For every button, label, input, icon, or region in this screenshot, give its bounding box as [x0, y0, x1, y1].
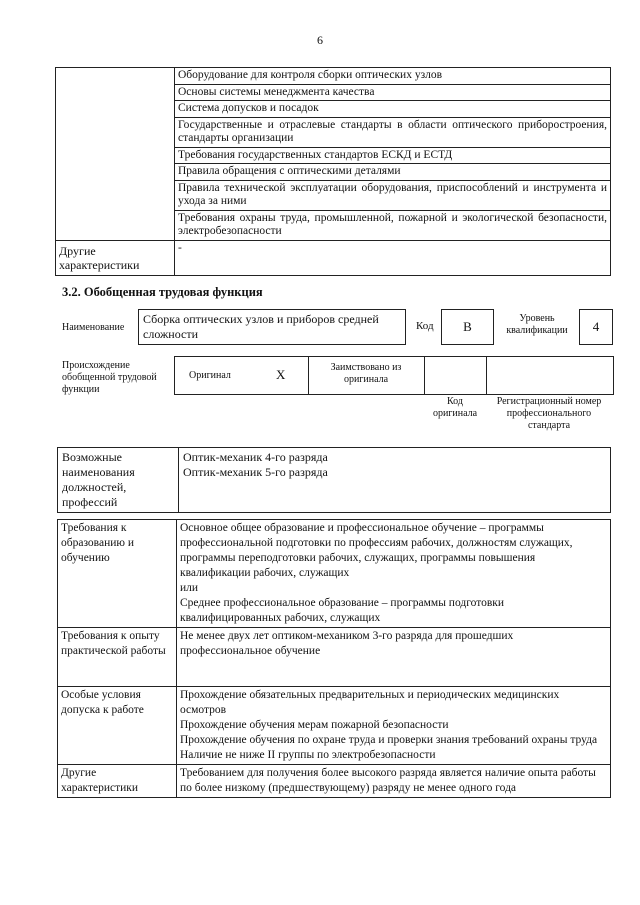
code-box: [441, 309, 494, 345]
original-mark: X: [276, 367, 286, 382]
level-box: [579, 309, 613, 345]
level-label: Уровень квалификации: [506, 313, 568, 336]
table-cell: Требования охраны труда, промышленной, пожарной и экологической безопасности, электробезопасности: [175, 210, 611, 240]
requirement-line: Прохождение обязательных предварительных и периодических медицинских осмотров: [180, 689, 560, 716]
positions-table: [57, 447, 611, 513]
position-item: Оптик-механик 5-го разряда: [183, 465, 328, 479]
table-row: [56, 68, 611, 85]
requirement-line: Наличие не ниже II группы по электробезопасности: [180, 749, 436, 761]
other-value: -: [175, 240, 611, 275]
requirement-label: Особые условия допуска к работе: [58, 687, 177, 765]
empty-label-cell: [56, 68, 175, 241]
table-cell: Правила технической эксплуатации оборудования, приспособлений и инструмента и ухода за ними: [175, 180, 611, 210]
code-label: Код: [416, 320, 434, 332]
other-label: Другие характеристики: [56, 240, 175, 275]
table-cell: Основы системы менеджмента качества: [175, 84, 611, 101]
position-item: Оптик-механик 4-го разряда: [183, 450, 328, 464]
knowledge-table: [55, 67, 611, 276]
section-title: 3.2. Обобщенная трудовая функция: [62, 285, 263, 299]
level-value: 4: [592, 319, 600, 334]
table-row: [58, 520, 611, 628]
table-row: [58, 628, 611, 687]
name-label: Наименование: [62, 322, 125, 333]
table-cell: Правила обращения с оптическими деталями: [175, 164, 611, 181]
origin-label: Происхождение обобщенной трудовой функции: [62, 360, 157, 395]
requirement-line: Основное общее образование и профессиональное обучение – программы профессиональной подготовки по профессиям рабочих, должностям служащих, программы переподготовки рабочих, служащих, программы повышения квалификации рабочих, служащих: [180, 522, 573, 579]
requirement-value: [177, 765, 611, 798]
reg-number-label: Регистрационный номер профессионального стандарта: [496, 396, 602, 431]
requirement-line: Прохождение обучения мерам пожарной безопасности: [180, 719, 449, 731]
requirement-line: Прохождение обучения по охране труда и проверки знания требований охраны труда: [180, 734, 598, 746]
requirement-value: [177, 520, 611, 628]
code-value: В: [463, 319, 472, 334]
requirement-line: Не менее двух лет оптиком-механиком 3-го разряда для прошедших профессиональное обучение: [180, 630, 514, 657]
positions-values: [179, 448, 611, 513]
table-row: [58, 687, 611, 765]
requirement-value: [177, 687, 611, 765]
borrowed-label: Заимствовано из оригинала: [330, 362, 402, 385]
table-row: [56, 240, 611, 275]
code-original-label: Код оригинала: [432, 396, 478, 419]
requirement-label: Требования к образованию и обучению: [58, 520, 177, 628]
requirement-label: Требования к опыту практической работы: [58, 628, 177, 687]
requirement-value: [177, 628, 611, 687]
requirement-line: Среднее профессиональное образование – программы подготовки квалифицированных рабочих, служащих: [180, 597, 505, 624]
table-cell: Требования государственных стандартов ЕСКД и ЕСТД: [175, 147, 611, 164]
table-cell: Система допусков и посадок: [175, 101, 611, 118]
table-cell: Оборудование для контроля сборки оптических узлов: [175, 68, 611, 85]
requirement-line: или: [180, 582, 199, 594]
name-box: [138, 309, 406, 345]
positions-label: Возможные наименования должностей, профессий: [58, 448, 179, 513]
original-label: Оригинал: [189, 370, 231, 381]
requirements-table: [57, 519, 611, 798]
table-row: [58, 765, 611, 798]
name-value: Сборка оптических узлов и приборов средней сложности: [143, 312, 379, 341]
page-number: 6: [317, 33, 323, 47]
requirement-line: Требованием для получения более высокого разряда является наличие опыта работы по более низкому (предшествующему) разряду не менее одного года: [180, 767, 596, 794]
table-cell: Государственные и отраслевые стандарты в области оптического приборостроения, стандарты организации: [175, 117, 611, 147]
table-row: [58, 448, 611, 513]
requirement-label: Другие характеристики: [58, 765, 177, 798]
